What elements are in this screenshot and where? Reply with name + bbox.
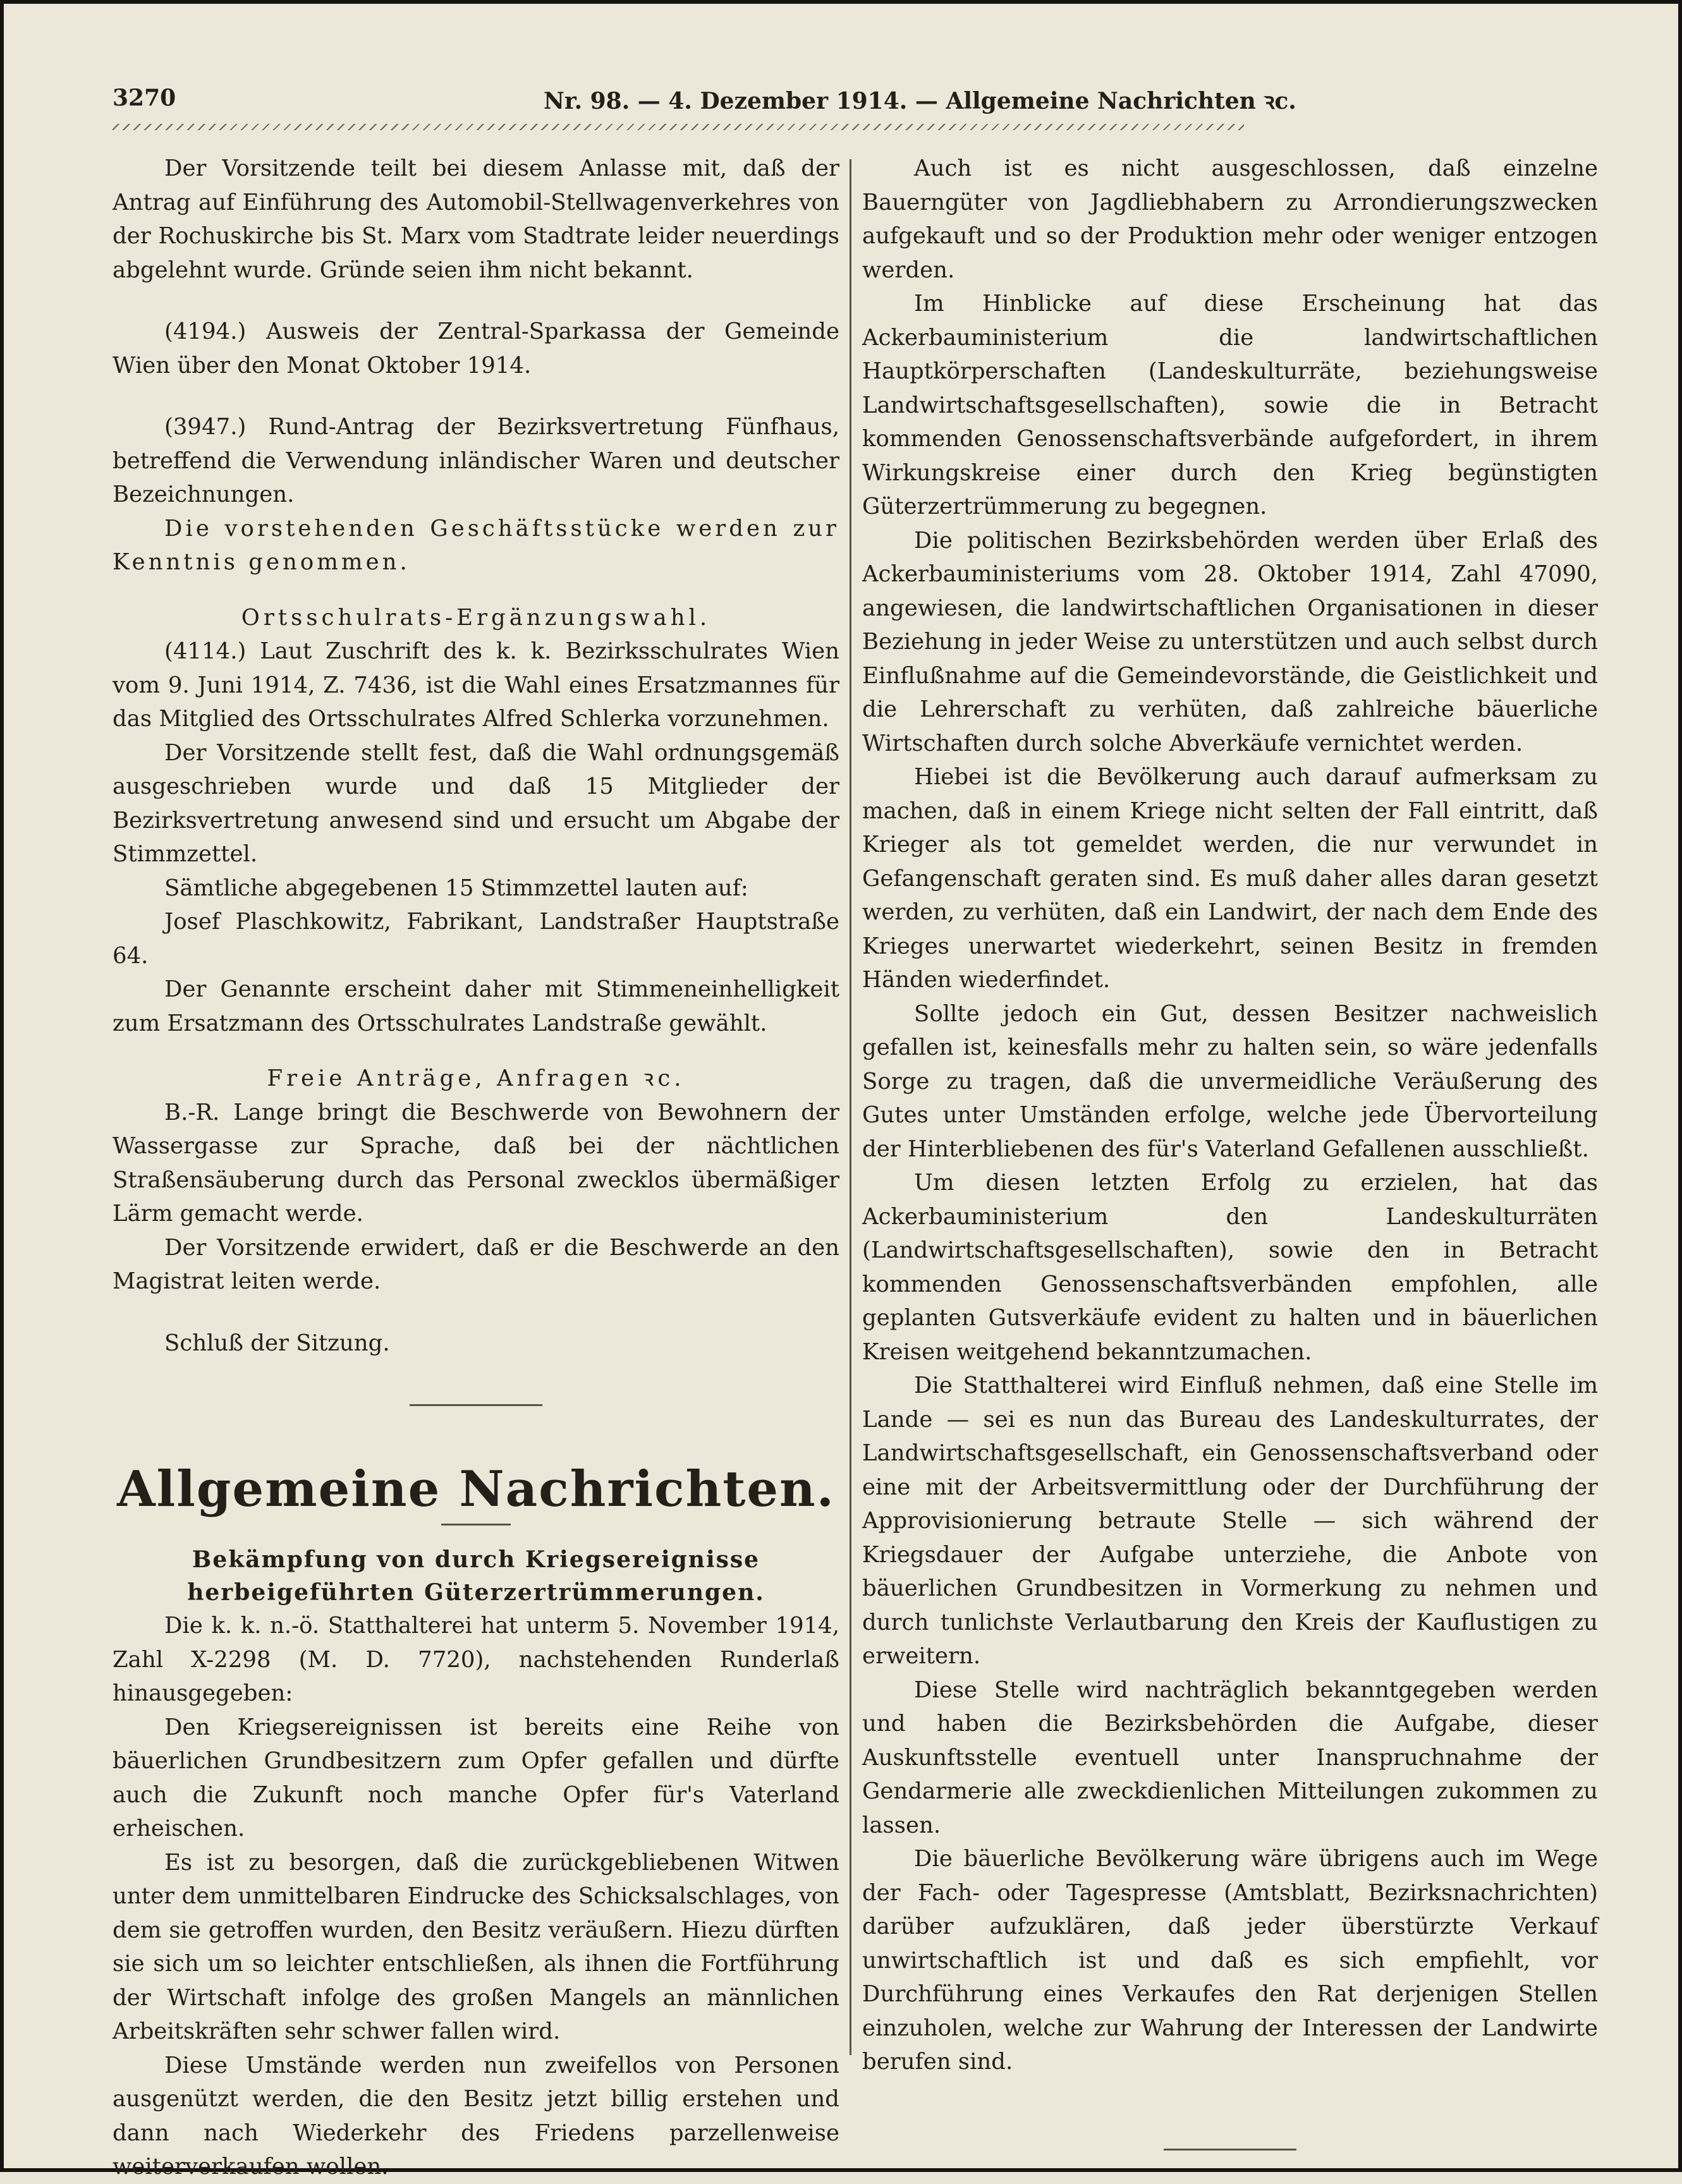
paragraph: (4114.) Laut Zuschrift des k. k. Bezirksschulrates Wien vom 9. Juni 1914, Z. 7436, ist die Wahl eines Ersatzmannes für das Mitglied des Ortsschulrates Alfred Schlerka vorzunehmen. xyxy=(113,638,839,732)
paragraph: Im Hinblicke auf diese Erscheinung hat das Ackerbauministerium die landwirtschaftlichen Hauptkörperschaften (Landeskulturräte, beziehungsweise Landwirtschaftsgesellschaften), sowie die in Betracht kommenden Genossenschaftsverbände aufgefordert, in ihrem Wirkungskreise einer durch den Krieg begünstigten Güterzertrümmerung zu begegnen. xyxy=(862,291,1598,519)
paragraph: Auch ist es nicht ausgeschlossen, daß einzelne Bauerngüter von Jagdliebhabern zu Arrondierungszwecken aufgekauft und so der Produktion mehr oder weniger entzogen werden. xyxy=(862,155,1598,283)
paragraph: Die politischen Bezirksbehörden werden über Erlaß des Ackerbauministeriums vom 28. Oktober 1914, Zahl 47090, angewiesen, die landwirtschaftlichen Organisationen in dieser Beziehung in jeder Weise zu unterstützen und auch selbst durch Einflußnahme auf die Gemeindevorstände, die Geistlichkeit und die Lehrerschaft zu verhüten, daß zahlreiche bäuerliche Wirtschaften durch solche Abverkäufe vernichtet werden. xyxy=(862,527,1598,756)
separator-rule xyxy=(1164,2149,1296,2151)
paragraph: Die bäuerliche Bevölkerung wäre übrigens auch im Wege der Fach- oder Tagespresse (Amtsblatt, Bezirksnachrichten) darüber aufzuklären, daß jeder überstürzte Verkauf unwirtschaftlich ist und daß es sich empfiehlt, vor Durchführung eines Verkaufes den Rat derjenigen Stellen einzuholen, welche zur Wahrung der Interessen der Landwirte berufen sind. xyxy=(862,1846,1598,2075)
paragraph: Die Statthalterei wird Einfluß nehmen, daß eine Stelle im Lande — sei es nun das Bureau des Landeskulturrates, der Landwirtschaftsgesellschaft, ein Genossenschaftsverband oder eine mit der Arbeitsvermittlung oder der Durchführung der Approvisionierung betraute Stelle — sich während der Kriegsdauer der Aufgabe unterziehe, die Anbote von bäuerlichen Grundbesitzen in Vormerkung zu nehmen und durch tunlichste Verlautbarung den Kreis der Kauflustigen zu erweitern. xyxy=(862,1373,1598,1669)
paragraph: Der Vorsitzende erwidert, daß er die Beschwerde an den Magistrat leiten werde. xyxy=(113,1234,839,1294)
paragraph: Sollte jedoch ein Gut, dessen Besitzer nachweislich gefallen ist, keinesfalls mehr zu halten sein, so wäre jedenfalls Sorge zu tragen, daß die unvermeidliche Veräußerung des Gutes unter Umständen erfolge, welche jede Übervorteilung der Hinterbliebenen des für's Vaterland Gefallenen ausschließt. xyxy=(862,1000,1598,1162)
separator-rule xyxy=(410,1404,542,1406)
paragraph: Um diesen letzten Erfolg zu erzielen, hat das Ackerbauministerium den Landeskulturräten (Landwirtschaftsgesellschaften), sowie den in Betracht kommenden Genossenschaftsverbänden empfohlen, alle geplanten Gutsverkäufe evident zu halten und in bäuerlichen Kreisen weitgehend bekanntzumachen. xyxy=(862,1170,1598,1365)
paragraph: B.-R. Lange bringt die Beschwerde von Bewohnern der Wassergasse zur Sprache, daß bei der nächtlichen Straßensäuberung durch das Personal zwecklos übermäßiger Lärm gemacht werde. xyxy=(113,1099,839,1227)
paragraph: Schluß der Sitzung. xyxy=(164,1330,390,1356)
paragraph: Der Vorsitzende stellt fest, daß die Wahl ordnungsgemäß ausgeschrieben wurde und daß 15 Mitglieder der Bezirksvertretung anwesend sind und ersucht um Abgabe der Stimmzettel. xyxy=(113,739,839,867)
page-header xyxy=(113,81,1296,119)
paragraph: (4194.) Ausweis der Zentral-Sparkassa der Gemeinde Wien über den Monat Oktober 1914. xyxy=(113,318,839,379)
paragraph: (3947.) Rund-Antrag der Bezirksvertretung Fünfhaus, betreffend die Verwendung inländischer Waren und deutscher Bezeichnungen. xyxy=(113,414,839,507)
paragraph: Den Kriegsereignissen ist bereits eine Reihe von bäuerlichen Grundbesitzern zum Opfer gefallen und dürfte auch die Zukunft noch manche Opfer für's Vaterland erheischen. xyxy=(113,1714,839,1841)
left-column xyxy=(113,152,839,2184)
title-rule xyxy=(441,1524,511,1526)
paragraph: Diese Stelle wird nachträglich bekanntgegeben werden und haben die Bezirksbehörden die Aufgabe, dieser Auskunftsstelle eventuell unter Inanspruchnahme der Gendarmerie alle zweckdienlichen Mitteilungen zukommen zu lassen. xyxy=(862,1677,1598,1838)
section-heading: Ortsschulrats-Ergänzungswahl. xyxy=(241,604,711,631)
running-title: Nr. 98. — 4. Dezember 1914. — Allgemeine Nachrichten ꝛc. xyxy=(544,88,1296,114)
paragraph: Es ist zu besorgen, daß die zurückgebliebenen Witwen unter dem unmittelbaren Eindrucke des Schicksalschlages, von dem sie getroffen wurden, den Besitz veräußern. Hiezu dürften sie sich um so leichter entschließen, als ihnen die Fortführung der Wirtschaft infolge des großen Mangels an männlichen Arbeitskräften sehr schwer fallen wird. xyxy=(113,1849,839,2044)
paragraph: Die k. k. n.-ö. Statthalterei hat unterm 5. November 1914, Zahl X-2298 (M. D. 7720), nachstehenden Runderlaß hinausgegeben: xyxy=(113,1613,839,1706)
article-title: Bekämpfung von durch Kriegsereignisse herbeigeführten Güterzertrümmerungen. xyxy=(187,1546,765,1606)
paragraph: Die vorstehenden Geschäftsstücke werden zur Kenntnis genommen. xyxy=(113,515,839,575)
page-number: 3270 xyxy=(113,85,176,111)
paragraph: Der Vorsitzende teilt bei diesem Anlasse mit, daß der Antrag auf Einführung des Automobil-Stellwagenverkehres von der Rochuskirche bis St. Marx vom Stadtrate leider neuerdings abgelehnt wurde. Gründe seien ihm nicht bekannt. xyxy=(113,155,839,283)
paragraph: Der Genannte erscheint daher mit Stimmeneinhelligkeit zum Ersatzmann des Ortsschulrates Landstraße gewählt. xyxy=(113,976,839,1036)
header-rule xyxy=(113,124,1244,130)
paragraph: Josef Plaschkowitz, Fabrikant, Landstraßer Hauptstraße 64. xyxy=(113,909,839,969)
right-column xyxy=(862,152,1598,2151)
paragraph: Sämtliche abgegebenen 15 Stimmzettel lauten auf: xyxy=(164,875,748,901)
paragraph: Hiebei ist die Bevölkerung auch darauf aufmerksam zu machen, daß in einem Kriege nicht selten der Fall eintritt, daß Krieger als tot gemeldet werden, die nur verwundet in Gefangenschaft geraten sind. Es muß daher alles daran gesetzt werden, zu verhüten, daß ein Landwirt, der nach dem Ende des Krieges unerwartet wiederkehrt, seinen Besitz in fremden Händen wiederfindet. xyxy=(862,764,1598,993)
section-title-large: Allgemeine Nachrichten. xyxy=(117,1460,835,1518)
section-heading: Freie Anträge, Anfragen ꝛc. xyxy=(267,1065,685,1091)
paragraph: Diese Umstände werden nun zweifellos von Personen ausgenützt werden, die den Besitz jetzt billig erstehen und dann nach Wiederkehr des Friedens parzellenweise weiterverkaufen wollen. xyxy=(113,2052,839,2180)
column-divider xyxy=(850,159,851,2055)
